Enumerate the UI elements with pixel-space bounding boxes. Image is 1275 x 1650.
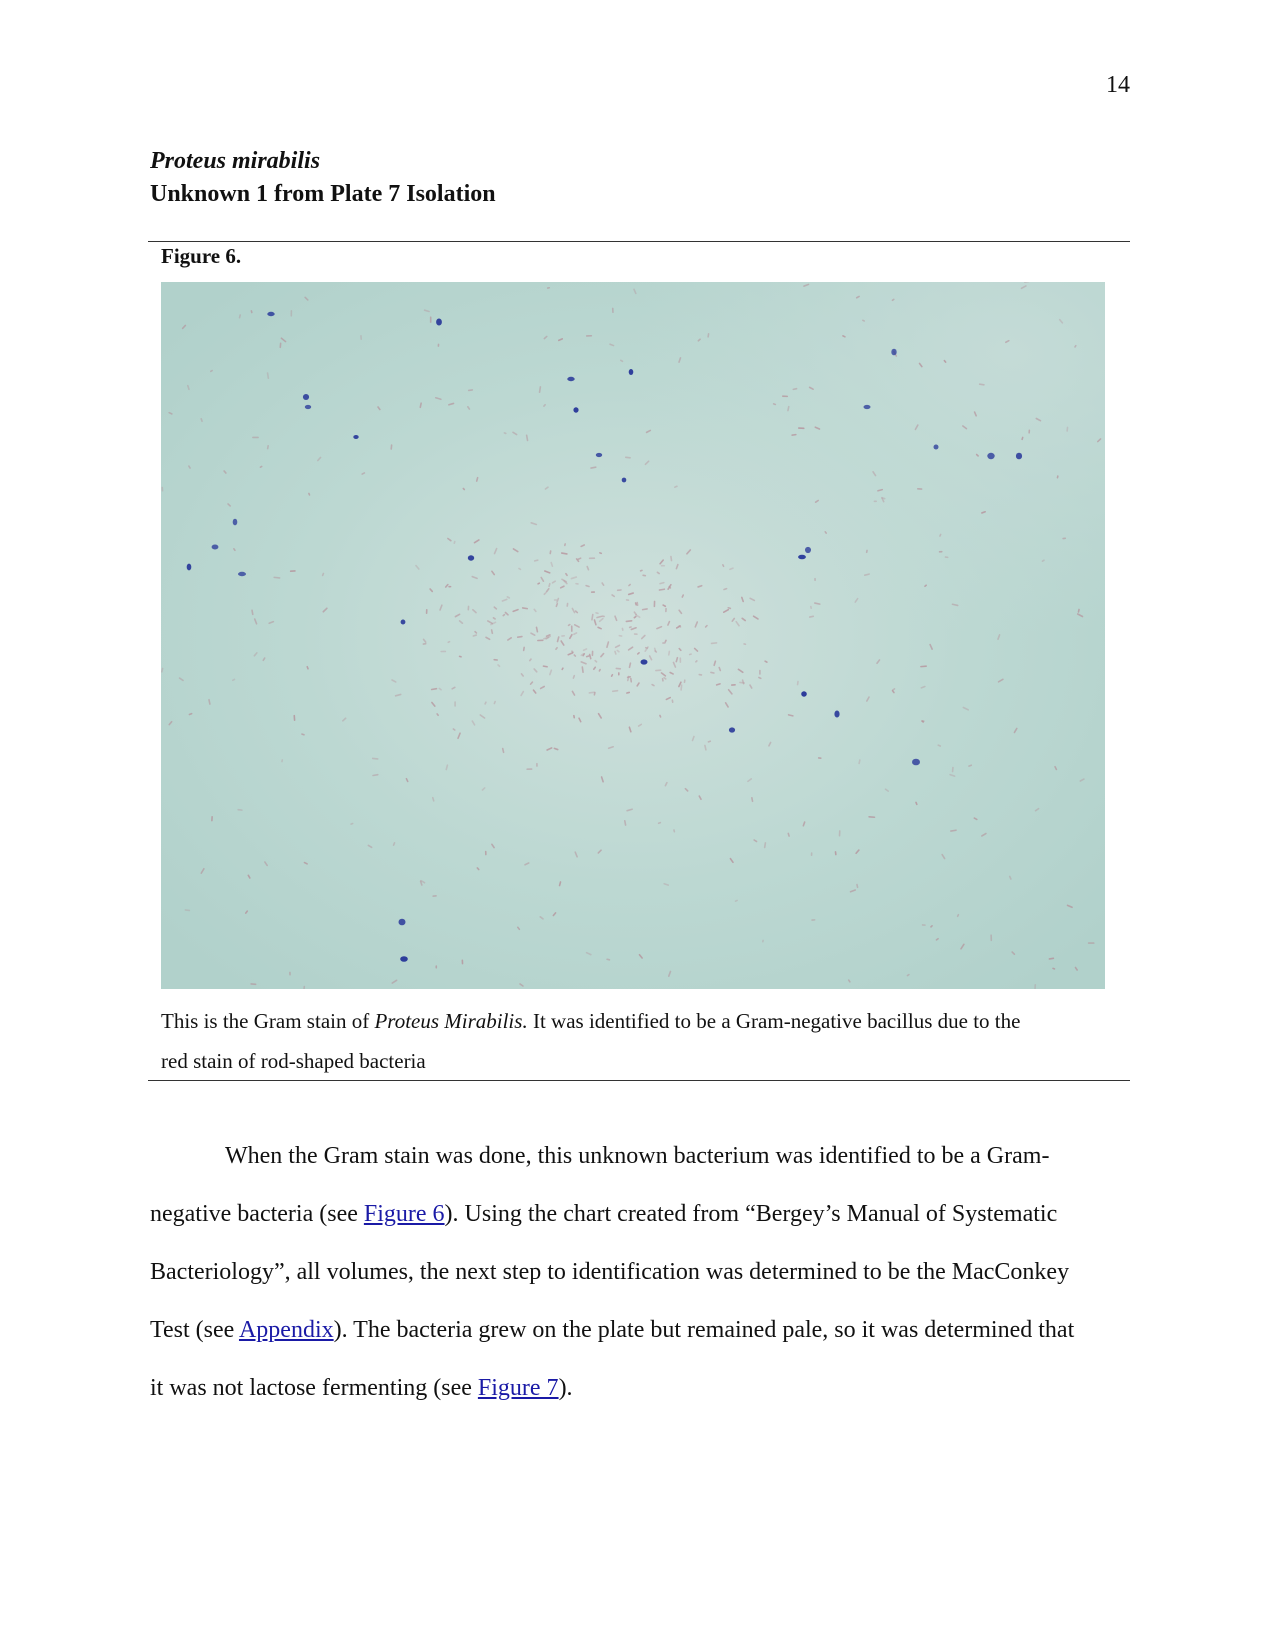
rod-cell	[922, 924, 926, 926]
coccus-cell	[401, 620, 406, 625]
rod-cell	[289, 972, 291, 976]
coccus-cell	[798, 555, 806, 560]
rod-cell	[759, 670, 761, 675]
coccus-cell	[353, 435, 358, 439]
page-number: 14	[1106, 72, 1130, 98]
coccus-cell	[641, 659, 648, 664]
caption-line-2: red stain of rod-shaped bacteria	[161, 1049, 426, 1073]
rod-cell	[454, 701, 456, 707]
coccus-cell	[187, 564, 192, 571]
rod-cell	[161, 487, 163, 492]
coccus-cell	[399, 919, 406, 926]
rod-cell	[1088, 942, 1095, 944]
body-line-5	[150, 1359, 1135, 1417]
rod-cell	[839, 830, 841, 836]
rod-cell	[440, 651, 446, 653]
rod-cell	[592, 651, 594, 657]
rod-cell	[571, 625, 573, 632]
coccus-cell	[573, 407, 578, 412]
body-line-5-a: it was not lactose fermenting (see	[150, 1375, 478, 1401]
body-line-3: Bacteriology”, all volumes, the next step to identification was determined to be the MacConkey	[150, 1259, 1070, 1285]
body-line-2-b: ). Using the chart created from “Bergey’s Manual of Systematic	[444, 1201, 1058, 1227]
coccus-cell	[891, 349, 896, 356]
coccus-cell	[567, 377, 574, 381]
rod-cell	[537, 640, 544, 642]
caption-text-after: It was identified to be a Gram-negative bacillus due to the	[527, 1009, 1021, 1033]
caption-text-before: This is the Gram stain of	[161, 1009, 375, 1033]
body-paragraph	[150, 1127, 1135, 1417]
rod-cell	[874, 501, 877, 503]
figure-7-link[interactable]: Figure 7	[477, 1375, 559, 1401]
rod-cell	[290, 570, 296, 572]
body-line-2	[150, 1185, 1135, 1243]
coccus-cell	[303, 394, 309, 400]
rod-cell	[814, 578, 816, 581]
coccus-cell	[267, 312, 274, 316]
rod-cell	[536, 763, 538, 767]
rod-cell	[591, 591, 595, 593]
coccus-cell	[596, 453, 602, 457]
rod-cell	[290, 310, 292, 317]
rod-cell	[680, 657, 682, 663]
body-line-2-a: negative bacteria (see	[150, 1201, 364, 1227]
rod-cell	[665, 608, 667, 613]
coccus-cell	[805, 547, 811, 553]
caption-line-1	[161, 1001, 1111, 1041]
appendix-link[interactable]: Appendix	[238, 1317, 334, 1343]
rod-cell	[586, 335, 592, 337]
coccus-cell	[238, 572, 246, 576]
coccus-cell	[729, 727, 735, 732]
coccus-cell	[912, 759, 920, 766]
micrograph-glare	[161, 282, 1105, 989]
coccus-cell	[987, 453, 994, 459]
coccus-cell	[233, 519, 238, 526]
rod-cell	[921, 720, 924, 722]
rod-cell	[782, 395, 788, 397]
rod-cell	[939, 551, 943, 553]
section-subtitle: Unknown 1 from Plate 7 Isolation	[150, 181, 496, 207]
body-line-5-b: ).	[558, 1375, 573, 1401]
rod-cell	[435, 965, 437, 968]
body-line-4	[150, 1301, 1135, 1359]
body-line-4-a: Test (see	[150, 1317, 239, 1343]
rod-cell	[618, 672, 620, 675]
caption-species-name: Proteus Mirabilis.	[374, 1009, 528, 1033]
coccus-cell	[305, 405, 311, 409]
rod-cell	[811, 852, 813, 856]
coccus-cell	[934, 445, 939, 450]
rod-cell	[589, 557, 595, 559]
figure-label: Figure 6.	[161, 244, 242, 268]
figure-6-link[interactable]: Figure 6	[363, 1201, 445, 1227]
rod-cell	[448, 586, 451, 588]
coccus-cell	[629, 369, 634, 375]
rod-cell	[252, 437, 259, 439]
rod-cell	[485, 851, 487, 856]
coccus-cell	[436, 319, 442, 326]
rod-cell	[990, 934, 992, 941]
rod-cell	[1028, 429, 1030, 433]
coccus-cell	[212, 545, 219, 550]
rod-cell	[634, 633, 638, 635]
figure-bottom-rule	[148, 1080, 1130, 1081]
rod-cell	[426, 609, 428, 614]
body-line-1: When the Gram stain was done, this unknown bacterium was identified to be a Gram-	[225, 1143, 1050, 1169]
coccus-cell	[622, 478, 627, 483]
coccus-cell	[468, 555, 474, 560]
coccus-cell	[1016, 453, 1022, 460]
rod-cell	[1034, 984, 1036, 989]
coccus-cell	[864, 405, 871, 409]
rod-cell	[661, 565, 665, 567]
coccus-cell	[801, 691, 807, 696]
species-title: Proteus mirabilis	[150, 148, 321, 174]
body-line-4-b: ). The bacteria grew on the plate but remained pale, so it was determined that	[333, 1317, 1075, 1343]
figure-top-rule	[148, 241, 1130, 242]
rod-cell	[654, 601, 656, 608]
coccus-cell	[400, 956, 408, 962]
gram-stain-micrograph	[161, 282, 1105, 989]
rod-cell	[526, 768, 532, 770]
figure-caption	[161, 1001, 1111, 1081]
coccus-cell	[834, 711, 839, 718]
rod-cell	[612, 308, 614, 313]
rod-cell	[430, 316, 432, 323]
rod-cell	[462, 959, 464, 964]
